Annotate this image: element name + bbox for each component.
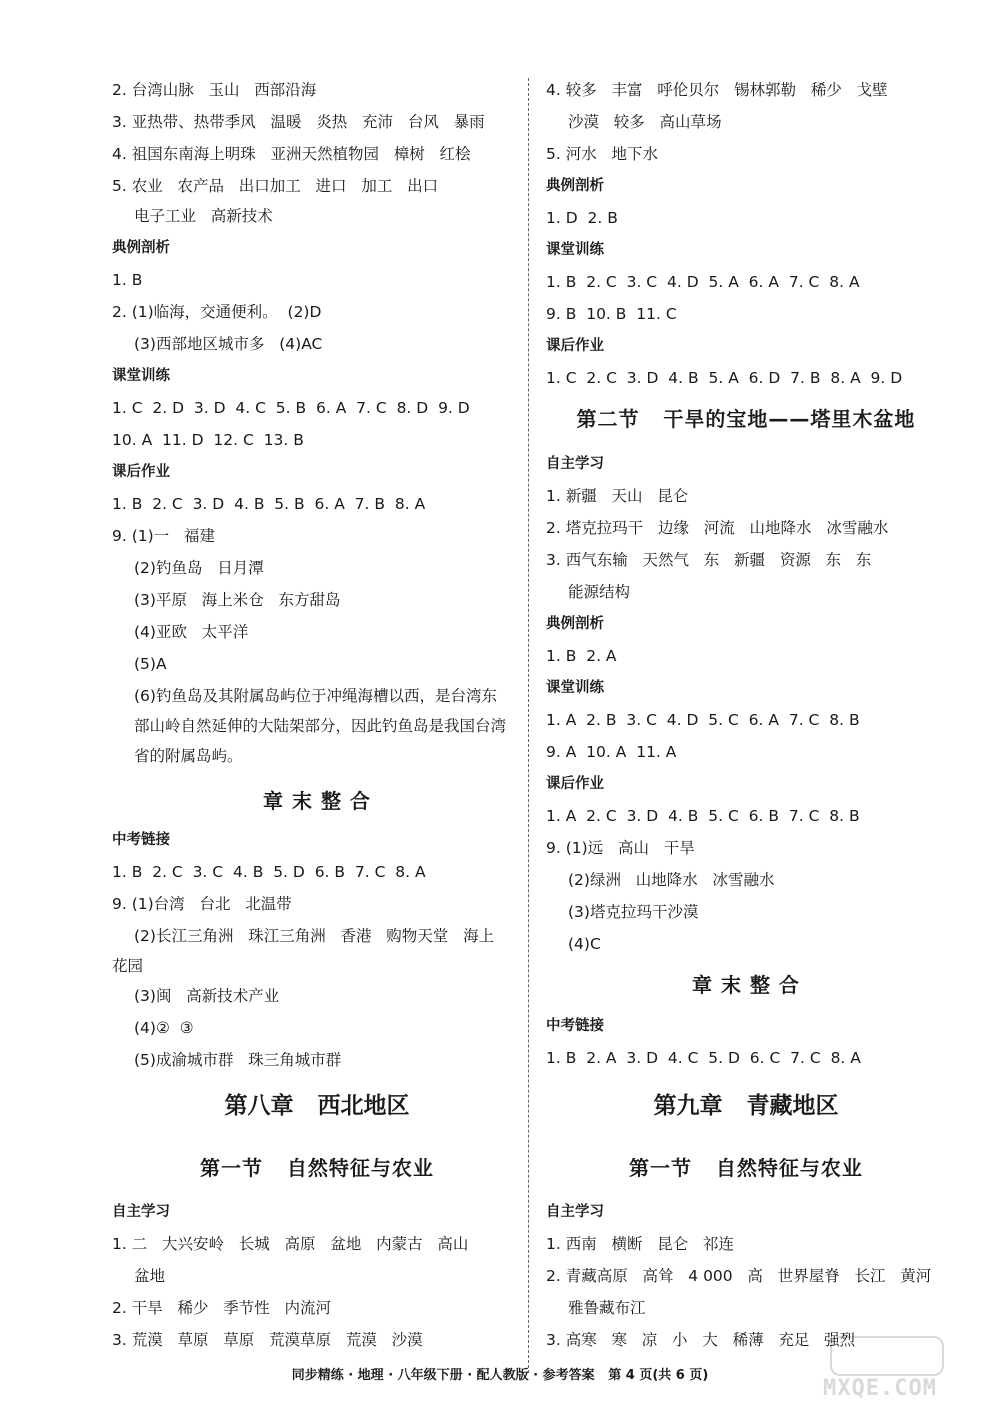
answer-line: 雅鲁藏布江 [568, 1299, 646, 1317]
section-heading: 第二节 干旱的宝地——塔里木盆地 [576, 407, 916, 431]
answer-line: 9. (1)台湾 台北 北温带 [112, 895, 292, 913]
page-footer: 同步精练 · 地理 · 八年级下册 · 配人教版 · 参考答案 第 4 页(共 6 页) [291, 1368, 709, 1383]
section-label: 典例剖析 [546, 616, 604, 632]
section-label: 中考链接 [112, 832, 170, 848]
answer-line: 能源结构 [568, 583, 631, 601]
answer-line: (5)A [134, 655, 167, 673]
section-label: 课后作业 [546, 776, 604, 792]
answer-line: 1. B 2. C 3. D 4. B 5. B 6. A 7. B 8. A [112, 495, 426, 513]
answer-line: (2)长江三角洲 珠江三角洲 香港 购物天堂 海上 [134, 927, 495, 945]
answer-line: 1. B 2. C 3. C 4. B 5. D 6. B 7. C 8. A [112, 863, 426, 881]
answer-line: 5. 农业 农产品 出口加工 进口 加工 出口 [112, 177, 439, 195]
section-label: 课堂训练 [546, 242, 604, 258]
answer-line: 1. A 2. C 3. D 4. B 5. C 6. B 7. C 8. B [546, 807, 860, 825]
answer-line: 10. A 11. D 12. C 13. B [112, 431, 304, 449]
answer-line: 9. A 10. A 11. A [546, 743, 677, 761]
answer-line: 1. B [112, 271, 143, 289]
chapter-heading: 第八章 西北地区 [224, 1093, 410, 1119]
answer-line: 4. 较多 丰富 呼伦贝尔 锡林郭勒 稀少 戈壁 [546, 81, 888, 99]
answer-line: 3. 高寒 寒 凉 小 大 稀薄 充足 强烈 [546, 1331, 856, 1349]
answer-line: 2. 干旱 稀少 季节性 内流河 [112, 1299, 332, 1317]
answer-line: 省的附属岛屿。 [134, 747, 243, 765]
answer-line: 1. C 2. D 3. D 4. C 5. B 6. A 7. C 8. D 9. D [112, 399, 470, 417]
answer-line: 电子工业 高新技术 [134, 207, 273, 225]
section-label: 课堂训练 [546, 680, 604, 696]
chapter-heading: 第九章 青藏地区 [653, 1093, 839, 1119]
watermark-logo-box [830, 1336, 944, 1376]
answer-line: 2. 青藏高原 高耸 4 000 高 世界屋脊 长江 黄河 [546, 1267, 932, 1285]
answer-line: (3)平原 海上米仓 东方甜岛 [134, 591, 341, 609]
watermark-text: MXQE.COM [823, 1376, 937, 1401]
section-label: 课堂训练 [112, 368, 170, 384]
answer-line: 5. 河水 地下水 [546, 145, 658, 163]
answer-line: 9. (1)远 高山 干旱 [546, 839, 695, 857]
section-heading: 章 末 整 合 [263, 789, 371, 813]
column-divider [528, 78, 529, 1373]
answer-line: (4)亚欧 太平洋 [134, 623, 249, 641]
watermark-stamp [800, 1336, 960, 1406]
section-label: 典例剖析 [546, 178, 604, 194]
answer-line: 盆地 [134, 1267, 166, 1285]
answer-line: (3)西部地区城市多 (4)AC [134, 335, 323, 353]
answer-line: 1. B 2. C 3. C 4. D 5. A 6. A 7. C 8. A [546, 273, 860, 291]
answer-line: 花园 [112, 957, 144, 975]
answer-line: 2. 台湾山脉 玉山 西部沿海 [112, 81, 317, 99]
answer-line: 3. 西气东输 天然气 东 新疆 资源 东 东 [546, 551, 872, 569]
answer-line: 3. 荒漠 草原 草原 荒漠草原 荒漠 沙漠 [112, 1331, 423, 1349]
answer-line: (5)成渝城市群 珠三角城市群 [134, 1051, 342, 1069]
section-heading: 第一节 自然特征与农业 [200, 1156, 434, 1180]
answer-line: 4. 祖国东南海上明珠 亚洲天然植物园 樟树 红桧 [112, 145, 471, 163]
answer-line: (3)塔克拉玛干沙漠 [568, 903, 699, 921]
answer-line: 3. 亚热带、热带季风 温暖 炎热 充沛 台风 暴雨 [112, 113, 485, 131]
section-label: 自主学习 [112, 1204, 170, 1220]
answer-line: (6)钓鱼岛及其附属岛屿位于冲绳海槽以西，是台湾东 [134, 687, 497, 705]
answer-line: 部山岭自然延伸的大陆架部分，因此钓鱼岛是我国台湾 [134, 717, 507, 735]
answer-line: (4)② ③ [134, 1019, 194, 1037]
section-heading: 第一节 自然特征与农业 [629, 1156, 863, 1180]
section-label: 典例剖析 [112, 240, 170, 256]
section-label: 中考链接 [546, 1018, 604, 1034]
answer-line: 1. D 2. B [546, 209, 618, 227]
answer-line: 9. B 10. B 11. C [546, 305, 677, 323]
section-label: 课后作业 [112, 464, 170, 480]
answer-line: 1. B 2. A [546, 647, 617, 665]
answer-line: 沙漠 较多 高山草场 [568, 113, 722, 131]
section-heading: 章 末 整 合 [692, 973, 800, 997]
section-label: 自主学习 [546, 1204, 604, 1220]
answer-line: 2. (1)临海，交通便利。 (2)D [112, 303, 322, 321]
answer-line: (4)C [568, 935, 601, 953]
answer-line: 1. B 2. A 3. D 4. C 5. D 6. C 7. C 8. A [546, 1049, 861, 1067]
answer-line: 2. 塔克拉玛干 边缘 河流 山地降水 冰雪融水 [546, 519, 889, 537]
answer-line: (3)闽 高新技术产业 [134, 987, 280, 1005]
answer-line: (2)钓鱼岛 日月潭 [134, 559, 264, 577]
answer-line: 9. (1)一 福建 [112, 527, 215, 545]
section-label: 课后作业 [546, 338, 604, 354]
section-label: 自主学习 [546, 456, 604, 472]
answer-line: (2)绿洲 山地降水 冰雪融水 [568, 871, 775, 889]
answer-line: 1. A 2. B 3. C 4. D 5. C 6. A 7. C 8. B [546, 711, 860, 729]
answer-line: 1. C 2. C 3. D 4. B 5. A 6. D 7. B 8. A 9. D [546, 369, 903, 387]
answer-line: 1. 西南 横断 昆仑 祁连 [546, 1235, 735, 1253]
answer-line: 1. 二 大兴安岭 长城 高原 盆地 内蒙古 高山 [112, 1235, 469, 1253]
answer-line: 1. 新疆 天山 昆仑 [546, 487, 689, 505]
